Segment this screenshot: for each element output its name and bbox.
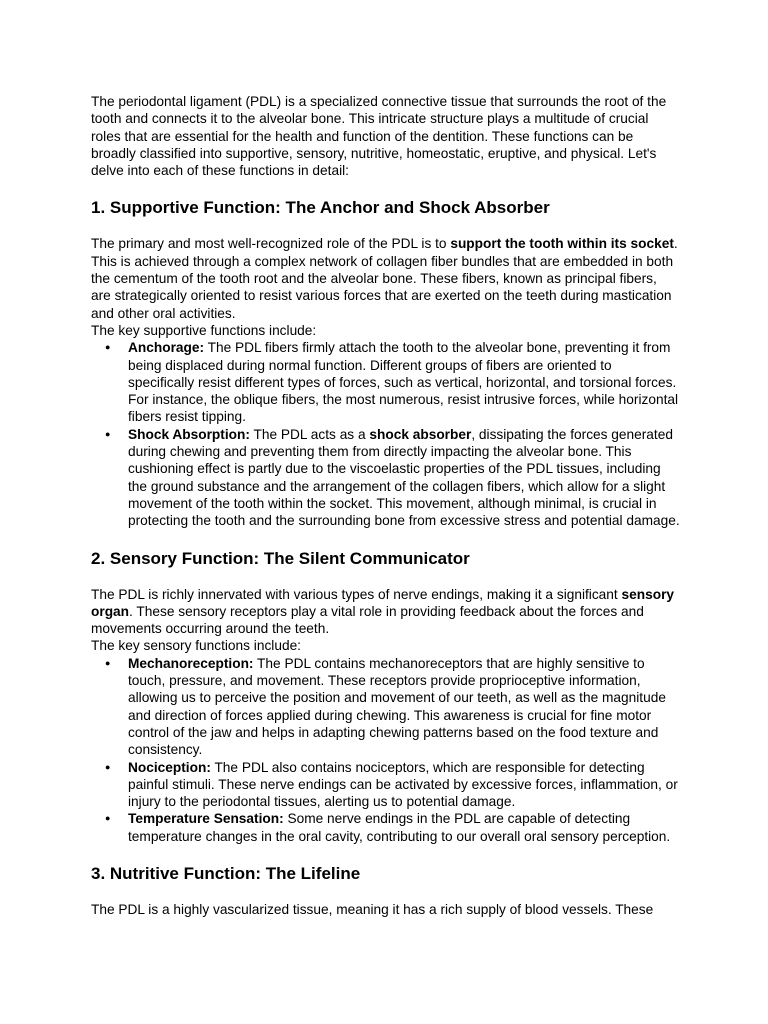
paragraph-text: The primary and most well-recognized role of the PDL is to: [91, 236, 451, 252]
item-label: Anchorage:: [128, 340, 205, 356]
section-heading: 3. Nutritive Function: The Lifeline: [91, 863, 361, 883]
item-text: The PDL fibers firmly attach the tooth to the alveolar bone, preventing it from being displaced during normal function. Different groups of fibers are oriented to specifically resist different types of forces, such as vertical, horizontal, and torsional forces. For instance, the oblique fibers, the most numerous, resist intrusive forces, while horizontal fibers resist tipping.: [128, 340, 679, 425]
item-label: Temperature Sensation:: [128, 811, 284, 827]
bold-phrase: support the tooth within its socket: [450, 236, 674, 252]
section-paragraph: The PDL is a highly vascularized tissue, meaning it has a rich supply of blood vessels. These: [91, 901, 654, 917]
bullet-list: [91, 339, 680, 529]
paragraph-text: The PDL is richly innervated with various types of nerve endings, making it a significant: [91, 586, 622, 602]
item-text: The PDL contains mechanoreceptors that are highly sensitive to touch, pressure, and movement. These receptors provide proprioceptive information, allowing us to perceive the position and movement of our teeth, as well as the magnitude and direction of forces applied during chewing. This awareness is crucial for fine motor control of the jaw and helps in adapting chewing patterns based on the food texture and consistency.: [128, 655, 666, 758]
section-heading: 1. Supportive Function: The Anchor and Shock Absorber: [91, 198, 550, 218]
section-nutritive-function: [91, 863, 680, 918]
intro-paragraph: The periodontal ligament (PDL) is a specialized connective tissue that surrounds the root of the tooth and connects it to the alveolar bone. This intricate structure plays a multitude of crucial roles that are essential for the health and function of the dentition. These functions can be broadly classified into supportive, sensory, nutritive, homeostatic, eruptive, and physical. Let's delve into each of these functions in detail:: [91, 94, 667, 179]
item-label: Mechanoreception:: [128, 655, 254, 671]
list-item-anchorage: [91, 339, 680, 425]
list-item-temperature-sensation: [91, 810, 680, 845]
paragraph-text: . This is achieved through a complex network of collagen fiber bundles that are embedded in both the cementum of the tooth root and the alveolar bone. These fibers, known as principal fibers, are strategically oriented to resist various forces that are exerted on the teeth during mastication and other oral activities.: [91, 236, 678, 321]
item-text: The PDL acts as a: [249, 426, 370, 442]
paragraph-text: . These sensory receptors play a vital role in providing feedback about the forces and movements occurring around the teeth.: [91, 603, 644, 637]
item-text: The PDL also contains nociceptors, which are responsible for detecting painful stimuli. These nerve endings can be activated by excessive forces, inflammation, or injury to the periodontal tissues, alerting us to potential damage.: [128, 759, 678, 810]
list-intro: The key sensory functions include:: [91, 638, 301, 654]
list-item-shock-absorption: [91, 426, 680, 530]
item-text: , dissipating the forces generated during chewing and preventing them from directly impacting the alveolar bone. This cushioning effect is partly due to the viscoelastic properties of the PDL tissues, including the ground substance and the arrangement of the collagen fibers, which allow for a slight movement of the tooth within the socket. This movement, although minimal, is crucial in protecting the tooth and the surrounding bone from excessive stress and potential damage.: [128, 426, 680, 529]
list-item-nociception: [91, 759, 680, 811]
item-text: Some nerve endings in the PDL are capable of detecting temperature changes in the oral cavity, contributing to our overall oral sensory perception.: [128, 811, 671, 844]
section-supportive-function: [91, 197, 680, 529]
item-label: Shock Absorption:: [128, 426, 250, 442]
bold-phrase: shock absorber: [369, 426, 472, 442]
section-heading: 2. Sensory Function: The Silent Communicator: [91, 548, 470, 568]
list-intro: The key supportive functions include:: [91, 322, 317, 338]
section-sensory-function: [91, 548, 680, 845]
item-label: Nociception:: [128, 759, 211, 775]
bold-phrase: sensory organ: [91, 586, 675, 619]
list-item-mechanoreception: [91, 655, 680, 759]
bullet-list: [91, 655, 680, 845]
section-paragraph: [91, 586, 680, 638]
section-paragraph: [91, 235, 680, 321]
